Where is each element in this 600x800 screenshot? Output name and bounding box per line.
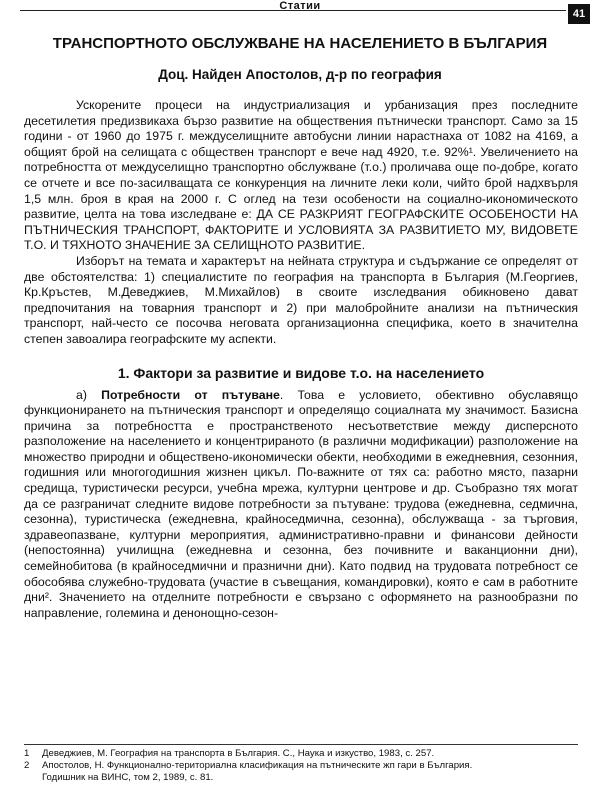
- footnote-text: Апостолов, Н. Функционално-териториална класификация на пътническите жп гари в България.: [42, 760, 473, 771]
- section-heading: 1. Фактори за развитие и видове т.о. на населението: [117, 364, 485, 381]
- article-author: Доц. Найден Апостолов, д-р по география: [158, 67, 442, 82]
- article-title: ТРАНСПОРТНОТО ОБСЛУЖВАНЕ НА НАСЕЛЕНИЕТО В БЪЛГАРИЯ: [52, 35, 548, 52]
- article-body: [24, 98, 578, 621]
- page-header: [0, 0, 600, 26]
- footnote-text: Деведжиев, М. География на транспорта в България. С., Наука и изкуство, 1983, с. 257.: [42, 748, 435, 759]
- section-paragraph-text: . Това е условието, обективно обуславящо функционирането на пътническия транспорт и определящо социалната му значимост. Базисна причина за потребността е пространственото несъответствие между дисперсното разположение на населението и концентрираното (в различни модификации) разположение на множество природни и обществено-икономически обекти, необходими в ежедневния, сезонния, годишния или многогодишния жизнен цикъл. По-важните от тях са: работно място, пазарни средища, туристически ресурси, учебна мрежа, културни центрове и др. Съобразно тях могат да се разграничат следните видове потребности за пътуване: трудова (ежедневна, седмична, сезонна), туристическа (ежедневна, крайноседмична, сезонна), обслужваща - за търговия, здравеопазване, културни мероприятия, административно-правни и финансови дейности (непостоянна) училищна (ежедневна и сезонна, без почивните и ваканционни дни), семейнобитова (в крайноседмични и празнични дни). Като подвид на трудовата потребност се обособява служебно-трудовата (участие в съвещания, командировки), която е сам в работните дни². Значението на отделните потребности е свързано с оформянето на разнообразни по направление, големина и денонощно-сезон-: [24, 387, 578, 620]
- footnotes: [24, 744, 578, 784]
- section-lead-prefix: а): [76, 387, 102, 402]
- footnote-number: 2: [24, 760, 30, 771]
- intro-paragraph: Ускорените процеси на индустриализация и урбанизация през последните десетилетия предизвикаха бързо развитие на обществения пътнически транспорт. Само за 15 години - от 1960 до 1975 г. междуселищните автобусни линии нарастнаха от 1082 на 4169, а общият брой на селищата с обществен транспорт е вече над 4920, т.е. 92%¹. Увеличението на потребността от междуселищно транспортно обслужване (т.о.) проличава още по-добре, когато се отчете и все по-засилващата се конкуренция на личните леки коли, чийто брой надхвърля 1,5 млн. броя в края на 2000 г. С оглед на тези особености на социално-икономическото развитие, целта на това изследване е: ДА СЕ РАЗКРИЯТ ГЕОГРАФСКИТЕ ОСОБЕНОСТИ НА ПЪТНИЧЕСКИЯ ТРАНСПОРТ, ФАКТОРИТЕ И УСЛОВИЯТА ЗА РАЗВИТИЕТО МУ, ВИДОВЕТЕ Т.О. И ТЯХНОТО ЗНАЧЕНИЕ ЗА СЕЛИЩНОТО РАЗВИТИЕ.: [24, 98, 578, 253]
- section-lead-term: Потребности от пътуване: [101, 387, 280, 402]
- footnote: [24, 760, 578, 772]
- scope-paragraph: Изборът на темата и характерът на нейната структура и съдържание се определят от две обстоятелства: 1) специалистите по география на транспорта в България (М.Георгиев, Кр.Кръстев, М.Деведжиев, М.Михайлов) в своите изследвания обикновено дават предпочитания на товарния транспорт и 2) при малобройните анализи на пътническия транспорт, най-често се посочва неговата организационна специфика, което в значителна степен завоалира географските му аспекти.: [24, 253, 578, 346]
- section-paragraph: [24, 388, 578, 622]
- footnote-continuation: Годишник на ВИНС, том 2, 1989, с. 81.: [42, 772, 214, 783]
- footnote: [24, 748, 578, 760]
- page-number: 41: [568, 4, 590, 24]
- section-label: Статии: [279, 0, 321, 12]
- footnote-number: 1: [24, 748, 30, 759]
